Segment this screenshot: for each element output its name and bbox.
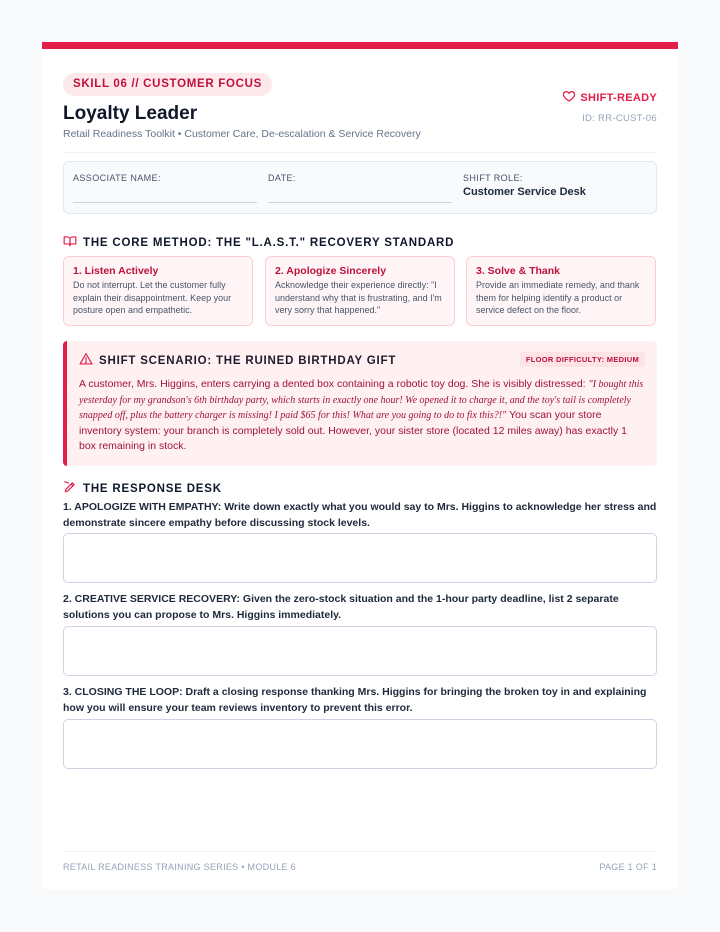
- worksheet-content: [63, 49, 657, 889]
- shift-ready-label: SHIFT-READY: [580, 91, 657, 104]
- answer-box-2[interactable]: [63, 626, 657, 676]
- document-id: ID: RR-CUST-06: [582, 113, 657, 124]
- method-card-desc: Acknowledge their experience directly: "I understand why that is frustrating, and I'm very sorry that happened.": [275, 280, 442, 315]
- method-card-apologize: [265, 256, 455, 326]
- date-field[interactable]: [268, 173, 452, 203]
- shift-scenario-panel: [63, 341, 657, 466]
- answer-box-1[interactable]: [63, 533, 657, 583]
- page-title: Loyalty Leader: [63, 103, 198, 124]
- question-text: Draft a closing response thanking Mrs. Higgins for bringing the broken toy in and explaining how you will ensure your team reviews inventory to prevent this error.: [63, 686, 647, 714]
- shift-role-label: SHIFT ROLE:: [463, 173, 523, 183]
- page-number: PAGE 1 OF 1: [599, 862, 657, 872]
- question-1: [63, 500, 657, 531]
- question-lead: 1. APOLOGIZE WITH EMPATHY:: [63, 501, 222, 513]
- method-card-desc: Do not interrupt. Let the customer fully explain their disappointment. Keep your posture open and empathetic.: [73, 280, 232, 315]
- question-text: Given the zero-stock situation and the 1-hour party deadline, list 2 separate solutions you can propose to Mrs. Higgins immediately.: [63, 593, 619, 621]
- answer-box-3[interactable]: [63, 719, 657, 769]
- question-3: [63, 685, 657, 716]
- core-method-title: THE CORE METHOD: THE "L.A.S.T." RECOVERY STANDARD: [83, 236, 455, 249]
- scenario-intro: A customer, Mrs. Higgins, enters carrying a dented box containing a robotic toy dog. She is visibly distressed:: [79, 378, 586, 390]
- customer-quote: "I bought this yesterday for my grandson's 6th birthday party, which starts in exactly one hour! We opened it to charge it, and the toy's tail is completely snapped off, plus the battery charger is missing! I paid $65 for this! What are you going to do to fix this?!": [79, 379, 644, 421]
- method-card-title: 3. Solve & Thank: [476, 265, 561, 277]
- pen-icon: [63, 480, 77, 497]
- date-line[interactable]: [268, 202, 452, 203]
- warning-icon: [79, 352, 93, 369]
- method-card-title: 1. Listen Actively: [73, 265, 159, 277]
- shift-ready-badge: [562, 89, 657, 106]
- worksheet-page: [42, 42, 678, 889]
- response-desk-heading: [63, 480, 222, 497]
- question-lead: 3. CLOSING THE LOOP:: [63, 686, 183, 698]
- question-lead: 2. CREATIVE SERVICE RECOVERY:: [63, 593, 240, 605]
- header-divider: [63, 152, 657, 153]
- associate-name-field[interactable]: [73, 173, 257, 203]
- footer-series: RETAIL READINESS TRAINING SERIES • MODULE 6: [63, 862, 296, 872]
- method-card-desc: Provide an immediate remedy, and thank them for helping identify a product or service defect on the floor.: [476, 280, 640, 315]
- scenario-outro: You scan your store inventory system: your branch is completely sold out. However, your sister store (located 12 miles away) has exactly 1 box remaining in stock.: [79, 409, 627, 452]
- difficulty-badge: FLOOR DIFFICULTY: MEDIUM: [520, 352, 645, 367]
- associate-name-label: ASSOCIATE NAME:: [73, 173, 161, 183]
- response-desk-title: THE RESPONSE DESK: [83, 482, 222, 495]
- shift-role-field: [463, 173, 647, 198]
- shift-role-value: Customer Service Desk: [463, 186, 586, 198]
- footer-divider: [63, 851, 657, 852]
- question-2: [63, 592, 657, 623]
- associate-info-panel: [63, 161, 657, 214]
- core-method-heading: [63, 234, 454, 251]
- date-label: DATE:: [268, 173, 296, 183]
- associate-name-line[interactable]: [73, 202, 257, 203]
- book-icon: [63, 234, 77, 251]
- method-card-title: 2. Apologize Sincerely: [275, 265, 387, 277]
- page-subtitle: Retail Readiness Toolkit • Customer Care, De-escalation & Service Recovery: [63, 128, 421, 140]
- scenario-title: SHIFT SCENARIO: THE RUINED BIRTHDAY GIFT: [99, 354, 397, 367]
- skill-tag: SKILL 06 // CUSTOMER FOCUS: [63, 73, 272, 96]
- scenario-text: [79, 377, 645, 455]
- question-text: Write down exactly what you would say to Mrs. Higgins to acknowledge her stress and demonstrate sincere empathy before discussing stock levels.: [63, 501, 657, 529]
- method-card-listen: [63, 256, 253, 326]
- method-card-solve: [466, 256, 656, 326]
- heart-icon: [562, 89, 576, 106]
